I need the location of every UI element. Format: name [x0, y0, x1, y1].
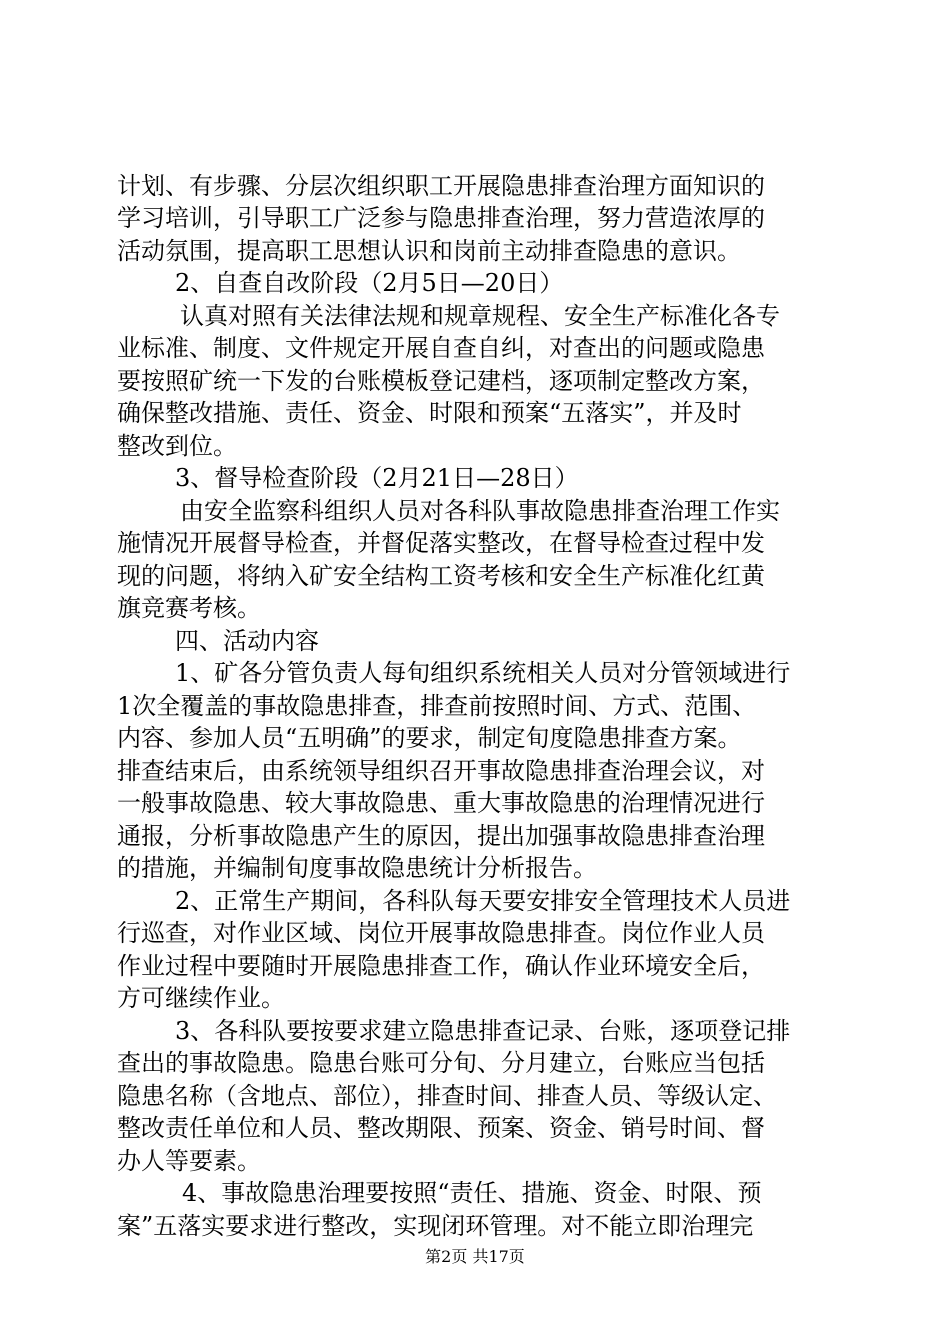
text-line: 1、矿各分管负责人每旬组织系统相关人员对分管领域进行: [175, 659, 791, 687]
text-line: 行巡查，对作业区域、岗位开展事故隐患排查。岗位作业人员: [117, 919, 765, 947]
text-line: 通报，分析事故隐患产生的原因，提出加强事故隐患排查治理: [117, 822, 765, 850]
text-line: 2、正常生产期间，各科队每天要安排安全管理技术人员进: [175, 887, 791, 915]
text-line: 4、事故隐患治理要按照“责任、措施、资金、时限、预: [182, 1179, 762, 1207]
text-line: 排查结束后，由系统领导组织召开事故隐患排查治理会议，对: [117, 757, 765, 785]
text-line: 作业过程中要随时开展隐患排查工作，确认作业环境安全后，: [117, 952, 765, 980]
section-heading: 2、自查自改阶段（2月5日—20日）: [175, 269, 564, 297]
text-line: 学习培训，引导职工广泛参与隐患排查治理，努力营造浓厚的: [117, 204, 765, 232]
section-heading: 3、督导检查阶段（2月21日—28日）: [175, 464, 579, 492]
text-line: 业标准、制度、文件规定开展自查自纠，对查出的问题或隐患: [117, 334, 765, 362]
text-line: 现的问题，将纳入矿安全结构工资考核和安全生产标准化红黄: [117, 562, 765, 590]
text-line: 由安全监察科组织人员对各科队事故隐患排查治理工作实: [180, 497, 780, 525]
text-line: 办人等要素。: [117, 1147, 261, 1175]
text-line: 施情况开展督导检查，并督促落实整改，在督导检查过程中发: [117, 529, 765, 557]
text-line: 整改到位。: [117, 432, 237, 460]
page-number-footer: 第2页 共17页: [425, 1247, 525, 1266]
text-line: 要按照矿统一下发的台账模板登记建档，逐项制定整改方案，: [117, 367, 765, 395]
text-line: 认真对照有关法律法规和规章规程、安全生产标准化各专: [180, 302, 780, 330]
text-line: 内容、参加人员“五明确”的要求，制定旬度隐患排查方案。: [117, 724, 742, 752]
text-line: 确保整改措施、责任、资金、时限和预案“五落实”，并及时: [117, 399, 742, 427]
text-line: 活动氛围，提高职工思想认识和岗前主动排查隐患的意识。: [117, 237, 741, 265]
text-line: 3、各科队要按要求建立隐患排查记录、台账，逐项登记排: [175, 1017, 791, 1045]
text-line: 一般事故隐患、较大事故隐患、重大事故隐患的治理情况进行: [117, 789, 765, 817]
text-line: 方可继续作业。: [117, 984, 285, 1012]
text-line: 的措施，并编制旬度事故隐患统计分析报告。: [117, 854, 597, 882]
text-line: 整改责任单位和人员、整改期限、预案、资金、销号时间、督: [117, 1114, 765, 1142]
text-line: 隐患名称（含地点、部位），排查时间、排查人员、等级认定、: [117, 1082, 777, 1110]
text-line: 计划、有步骤、分层次组织职工开展隐患排查治理方面知识的: [117, 172, 765, 200]
text-line: 查出的事故隐患。隐患台账可分旬、分月建立，台账应当包括: [117, 1049, 765, 1077]
section-heading: 四、活动内容: [175, 627, 319, 655]
text-line: 案”五落实要求进行整改，实现闭环管理。对不能立即治理完: [117, 1212, 754, 1240]
text-line: 旗竞赛考核。: [117, 594, 261, 622]
text-line: 1次全覆盖的事故隐患排查，排查前按照时间、方式、范围、: [117, 692, 757, 720]
